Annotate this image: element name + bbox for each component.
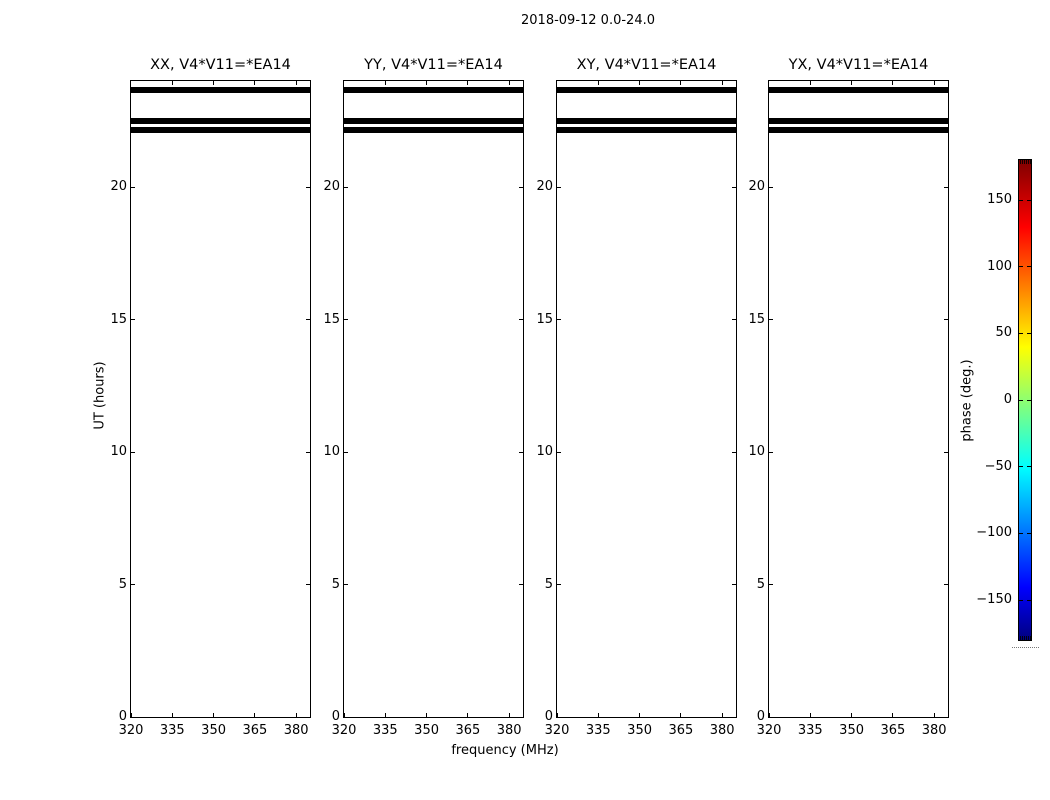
y-tick (344, 187, 348, 188)
colorbar-minor-tick (1026, 636, 1027, 640)
colorbar-tick (1019, 333, 1023, 334)
x-tick-label: 365 (455, 723, 481, 738)
colorbar-tick-label: 0 (1003, 392, 1012, 407)
x-tick (680, 81, 681, 85)
colorbar-minor-tick (1020, 160, 1021, 164)
colorbar-tick-label: 150 (987, 192, 1012, 207)
x-tick (892, 713, 893, 717)
y-tick-label: 10 (748, 444, 765, 459)
x-tick (851, 81, 852, 85)
x-tick-label: 380 (921, 723, 947, 738)
x-tick-label: 380 (709, 723, 735, 738)
data-band (131, 87, 310, 93)
colorbar-tick-label: −100 (976, 525, 1012, 541)
colorbar-tick (1027, 533, 1031, 534)
panel-title-yy: YY, V4*V11=*EA14 (364, 57, 503, 73)
y-tick-label: 10 (536, 444, 553, 459)
y-tick (769, 717, 773, 718)
x-tick (598, 713, 599, 717)
colorbar-minor-tick (1024, 160, 1025, 164)
y-tick (944, 584, 948, 585)
y-tick (344, 584, 348, 585)
x-tick-label: 335 (372, 723, 398, 738)
x-tick (296, 713, 297, 717)
colorbar-tick (1027, 600, 1031, 601)
colorbar-tick-label: 50 (995, 325, 1012, 341)
x-tick (467, 81, 468, 85)
y-tick-label: 5 (544, 576, 553, 592)
y-axis-label: UT (hours) (92, 361, 108, 430)
y-tick-label: 5 (331, 576, 340, 592)
x-tick (426, 713, 427, 717)
data-band (131, 127, 310, 133)
colorbar-tick (1019, 533, 1023, 534)
y-tick (557, 319, 561, 320)
y-tick (557, 187, 561, 188)
x-tick (509, 713, 510, 717)
x-tick (467, 713, 468, 717)
y-tick (769, 584, 773, 585)
x-tick-label: 320 (331, 723, 357, 738)
y-tick-label: 15 (323, 311, 340, 327)
y-tick-label: 0 (331, 709, 340, 724)
colorbar-minor-tick (1020, 636, 1021, 640)
colorbar-tick-label: 100 (987, 258, 1012, 274)
colorbar-tick (1027, 400, 1031, 401)
y-tick (944, 319, 948, 320)
y-tick-label: 0 (544, 709, 553, 724)
x-tick (254, 713, 255, 717)
x-tick (296, 81, 297, 85)
x-tick-label: 320 (544, 723, 570, 738)
x-tick (722, 713, 723, 717)
y-tick (944, 187, 948, 188)
colorbar (1018, 159, 1032, 641)
x-axis-label: frequency (MHz) (451, 743, 559, 758)
y-tick (344, 452, 348, 453)
y-tick-label: 0 (118, 709, 127, 724)
y-tick-label: 20 (536, 179, 553, 194)
data-band (344, 127, 523, 133)
panel-yx (748, 57, 949, 738)
y-tick (131, 187, 135, 188)
colorbar-minor-tick (1024, 636, 1025, 640)
y-tick (769, 452, 773, 453)
colorbar-tick (1019, 266, 1023, 267)
x-tick (639, 713, 640, 717)
colorbar-minor-tick (1030, 636, 1031, 640)
x-tick (385, 81, 386, 85)
x-tick (509, 81, 510, 85)
y-tick (944, 452, 948, 453)
x-tick (892, 81, 893, 85)
x-tick (851, 713, 852, 717)
x-tick-label: 380 (496, 723, 522, 738)
x-tick (598, 81, 599, 85)
x-tick-label: 320 (118, 723, 144, 738)
colorbar-underflow-dots (1012, 647, 1039, 648)
colorbar-tick (1019, 400, 1023, 401)
data-band (344, 118, 523, 124)
y-tick-label: 20 (110, 179, 127, 194)
colorbar-tick (1019, 466, 1023, 467)
x-tick-label: 350 (414, 723, 439, 738)
x-tick-label: 335 (159, 723, 185, 738)
colorbar-tick (1027, 466, 1031, 467)
data-band (769, 87, 948, 93)
y-tick-label: 5 (118, 576, 127, 592)
x-tick-label: 350 (839, 723, 864, 738)
x-tick (639, 81, 640, 85)
colorbar-minor-tick (1022, 636, 1023, 640)
y-tick (557, 452, 561, 453)
y-tick (944, 717, 948, 718)
x-tick-label: 320 (756, 723, 782, 738)
colorbar-minor-tick (1028, 636, 1029, 640)
x-tick-label: 380 (283, 723, 309, 738)
panel-title-xx: XX, V4*V11=*EA14 (150, 57, 291, 73)
y-tick (131, 319, 135, 320)
panel-title-yx: YX, V4*V11=*EA14 (788, 57, 929, 73)
y-tick-label: 10 (323, 444, 340, 459)
x-tick (172, 713, 173, 717)
x-tick (172, 81, 173, 85)
colorbar-label: phase (deg.) (959, 359, 975, 442)
x-tick-label: 365 (242, 723, 268, 738)
data-band (557, 118, 736, 124)
colorbar-tick (1027, 266, 1031, 267)
y-tick-label: 20 (748, 179, 765, 194)
data-band (557, 127, 736, 133)
data-band (557, 87, 736, 93)
colorbar-tick (1027, 333, 1031, 334)
y-tick (557, 584, 561, 585)
x-tick (722, 81, 723, 85)
y-tick (769, 187, 773, 188)
panel-xy (536, 57, 737, 738)
y-tick (344, 717, 348, 718)
y-tick (769, 319, 773, 320)
y-tick-label: 0 (756, 709, 765, 724)
y-tick-label: 15 (536, 311, 553, 327)
colorbar-tick (1019, 600, 1023, 601)
colorbar-tick-label: −150 (976, 592, 1012, 607)
panel-yy (323, 57, 524, 738)
y-tick (344, 319, 348, 320)
colorbar-minor-tick (1022, 160, 1023, 164)
x-tick (934, 713, 935, 717)
data-band (344, 87, 523, 93)
x-tick-label: 365 (668, 723, 694, 738)
y-tick (131, 584, 135, 585)
y-tick-label: 15 (748, 311, 765, 327)
colorbar-minor-tick (1026, 160, 1027, 164)
y-tick (131, 452, 135, 453)
x-tick (254, 81, 255, 85)
panel-title-xy: XY, V4*V11=*EA14 (576, 57, 717, 73)
x-tick (426, 81, 427, 85)
y-tick-label: 20 (323, 179, 340, 194)
x-tick (213, 81, 214, 85)
y-tick-label: 15 (110, 311, 127, 327)
colorbar-tick (1019, 200, 1023, 201)
x-tick (385, 713, 386, 717)
x-tick-label: 365 (880, 723, 906, 738)
x-tick (680, 713, 681, 717)
data-band (769, 118, 948, 124)
x-tick-label: 335 (585, 723, 611, 738)
colorbar-minor-tick (1030, 160, 1031, 164)
panel-xx (110, 57, 311, 738)
y-tick (557, 717, 561, 718)
x-tick-label: 350 (201, 723, 226, 738)
x-tick (810, 81, 811, 85)
colorbar-tick-label: −50 (984, 458, 1012, 474)
y-tick-label: 10 (110, 444, 127, 459)
x-tick-label: 335 (797, 723, 823, 738)
colorbar-tick (1027, 200, 1031, 201)
y-tick (131, 717, 135, 718)
x-tick (934, 81, 935, 85)
x-tick-label: 350 (627, 723, 652, 738)
x-tick (810, 713, 811, 717)
data-band (131, 118, 310, 124)
y-tick-label: 5 (756, 576, 765, 592)
figure-title: 2018-09-12 0.0-24.0 (521, 13, 655, 28)
colorbar-minor-tick (1028, 160, 1029, 164)
x-tick (213, 713, 214, 717)
data-band (769, 127, 948, 133)
